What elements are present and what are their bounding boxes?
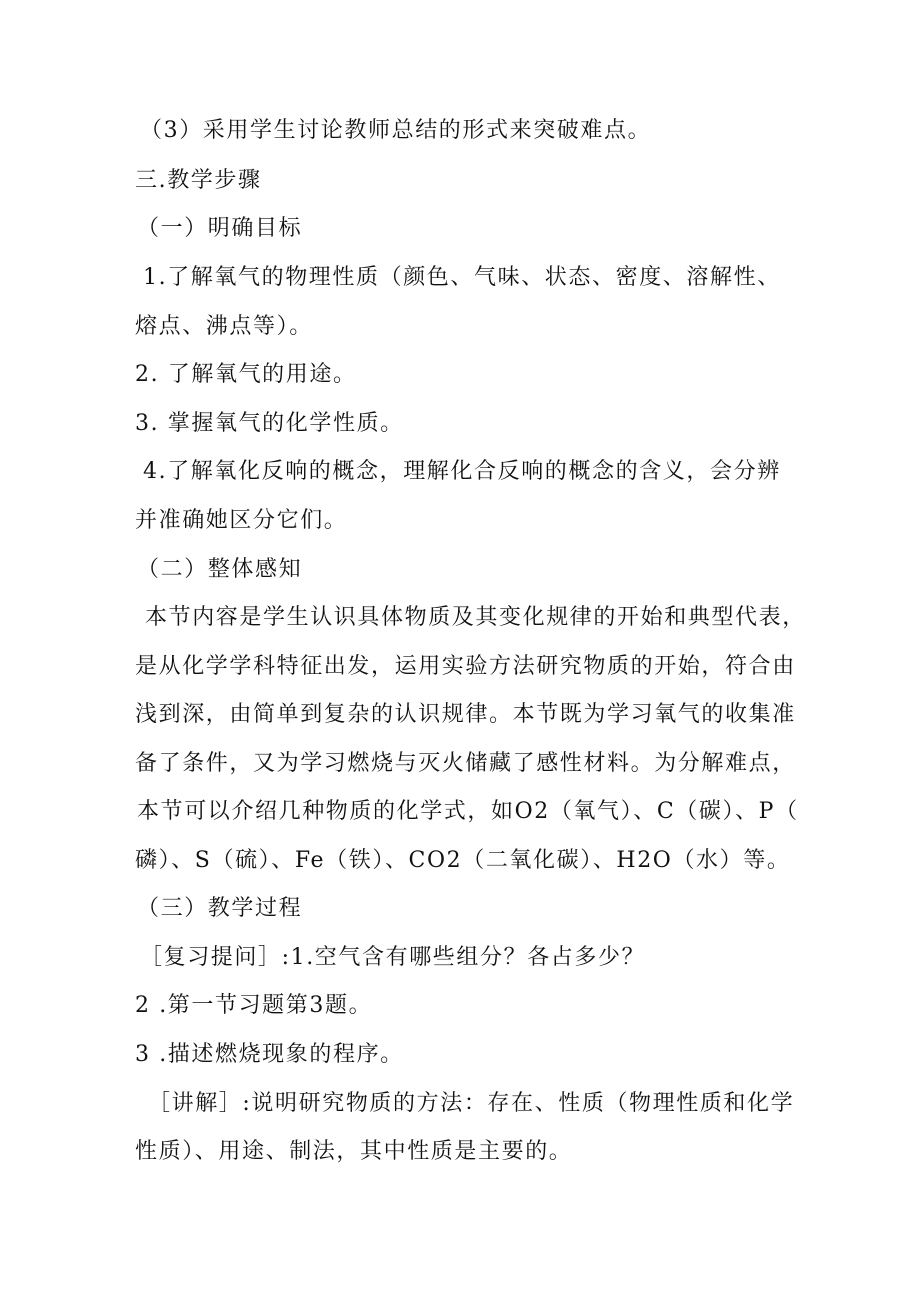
paragraph-line-5: 本节可以介绍几种物质的化学式，如O2（氧气）、C（碳）、P（ [137,799,799,824]
paragraph-line-4: 备了条件，又为学习燃烧与灭火储藏了感性材料。为分解难点， [135,751,796,776]
text-line-review-2: 2 .第一节习题第3题。 [135,993,373,1018]
subheading-overall-perception: （二）整体感知 [137,557,303,582]
paragraph-line-6: 磷）、S（硫）、Fe（铁）、CO2（二氧化碳）、H2O（水）等。 [135,848,791,873]
text-line-review-question: ［复习提问］:1.空气含有哪些组分？各占多少？ [140,945,646,970]
paragraph-line-3: 浅到深，由简单到复杂的认识规律。本节既为学习氧气的收集准 [135,702,796,727]
text-line-goal-1: 1.了解氧气的物理性质（颜色、气味、状态、密度、溶解性、 [143,265,781,290]
text-line-goal-4-cont: 并准确她区分它们。 [135,508,348,533]
section-heading-teaching-steps: 三.教学步骤 [135,168,262,193]
text-line-goal-1-cont: 熔点、沸点等）。 [135,314,313,339]
text-line-difficulty-method: （3）采用学生讨论教师总结的形式来突破难点。 [140,118,652,143]
text-line-explanation-cont: 性质）、用途、制法，其中性质是主要的。 [135,1139,573,1164]
text-line-review-3: 3 .描述燃烧现象的程序。 [135,1042,404,1067]
paragraph-line-2: 是从化学学科特征出发，运用实验方法研究物质的开始，符合由 [135,654,796,679]
subheading-clear-goals: （一）明确目标 [137,216,303,241]
text-line-goal-4: 4.了解氧化反响的概念，理解化合反响的概念的含义，会分辨 [143,459,781,484]
text-line-goal-2: 2. 了解氧气的用途。 [135,362,357,387]
subheading-teaching-process: （三）教学过程 [137,896,303,921]
paragraph-line-1: 本节内容是学生认识具体物质及其变化规律的开始和典型代表， [145,605,806,630]
text-line-goal-3: 3. 掌握氧气的化学性质。 [135,411,404,436]
text-line-explanation: ［讲解］:说明研究物质的方法：存在、性质（物理性质和化学 [148,1091,795,1116]
